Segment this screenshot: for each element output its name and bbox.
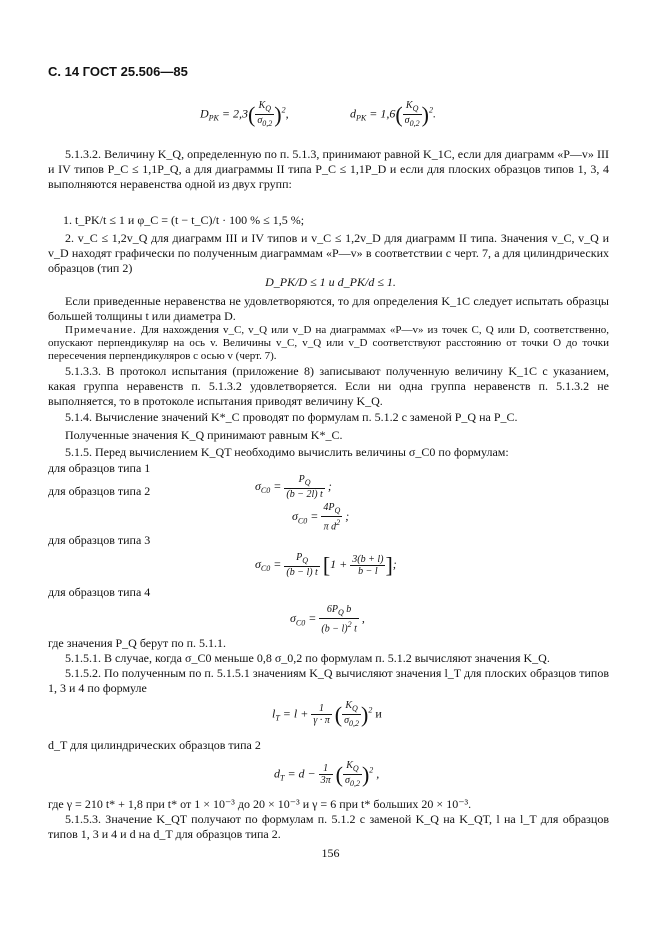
label-type-2: для образцов типа 2 bbox=[48, 484, 151, 498]
para-gamma: где γ = 210 t* + 1,8 при t* от 1 × 10⁻³ до 20 × 10⁻³ и γ = 6 при t* больших 20 × 10⁻³. bbox=[48, 797, 472, 811]
page-number: 156 bbox=[321, 846, 340, 860]
formula-sigma-type-2: $\sigma_{C0}$ = $\frac{4P_Q}{\pi d^2}$ ; bbox=[292, 502, 350, 533]
formula-sigma-1-render: $\sigma_{C0}$ = $\frac{P_Q}{(b - 2l) t}$ ; bbox=[255, 474, 332, 500]
para-5-1-5-3: 5.1.5.3. Значение K_QT получают по формулам п. 5.1.2 с заменой K_Q на K_QT, l на l_T для образцов типов 1, 3 и 4 и d на d_T для образцов типа 2. bbox=[48, 812, 609, 841]
para-5-1-3-3: 5.1.3.3. В протокол испытания (приложение 8) записывают полученную величину K_1C с указанием, какая группа неравенств п. 5.1.3.2 удовлетворяется. Если ни одна группа неравенств п. 5.1.3.2 не выполняется, то в протоколе испытания приводят величину K_Q. bbox=[48, 364, 609, 408]
para-if-not: Если приведенные неравенства не удовлетворяются, то для определения K_1C следует испытать образцы большей толщины t или диаметра D. bbox=[48, 294, 609, 323]
formula-cylindrical: D_PK/D ≤ 1 и d_PK/d ≤ 1. bbox=[265, 275, 396, 289]
note bbox=[48, 324, 609, 363]
label-type-1: для образцов типа 1 bbox=[48, 461, 151, 475]
para-5-1-5-1: 5.1.5.1. В случае, когда σ_C0 меньше 0,8 σ_0,2 по формулам п. 5.1.2 вычисляют значения K_Q. bbox=[65, 651, 550, 665]
formula-sigma-type-4: $\sigma_{C0}$ = $\frac{6P_Q b}{(b - l)^2 t}$ , bbox=[290, 604, 365, 635]
para-5-1-3-2: 5.1.3.2. Величину K_Q, определенную по п. 5.1.3, принимают равной K_1C, если для диаграмм «P—v» III и IV типов P_C ≤ 1,1P_Q, а для диаграммы II типа P_C ≤ 1,1P_D и если для плоских образцов типов 1, 3, 4 выполняются неравенства одной из двух групп: bbox=[48, 147, 609, 191]
para-5-1-5-2: 5.1.5.2. По полученным по п. 5.1.5.1 значениям K_Q вычисляют значения l_T для плоских образцов типов 1, 3 и 4 по формуле bbox=[48, 666, 609, 695]
formula-lT: $l_T = l$ + $\frac{1}{\gamma \cdot \pi}$ ( $\frac{K_Q}{\sigma_{0,2}}$ )$^2$ и bbox=[272, 700, 382, 728]
para-5-1-4-b: Полученные значения K_Q принимают равным K*_C. bbox=[65, 428, 343, 442]
formula-top-right: $d_{PK} = 1,6$( $\frac{K_Q}{\sigma_{0,2}}$ )$^2$. bbox=[350, 100, 436, 128]
formula-sigma-type-3: $\sigma_{C0}$ = $\frac{P_Q}{(b - l) t}$ [1 + $\frac{3(b + l)}{b - l}$ ]; bbox=[255, 552, 397, 578]
condition-1: 1. t_PK/t ≤ 1 и φ_C = (t − t_C)/t · 100 % ≤ 1,5 %; bbox=[63, 213, 305, 227]
note-text: Для нахождения v_C, v_Q или v_D на диаграммах «P—v» из точек C, Q или D, соответственно, опускают перпендикуляр на ось v. Величины v_C, v_Q или v_D соответствуют расстоянию от точки O до точки пересечения перпендикуляров с осью v (черт. 7). bbox=[48, 324, 610, 362]
note-label: Примечание. bbox=[65, 324, 137, 336]
para-where-pq: где значения P_Q берут по п. 5.1.1. bbox=[48, 636, 227, 650]
condition-2: 2. v_C ≤ 1,2v_Q для диаграмм III и IV типов и v_C ≤ 1,2v_D для диаграмм II типа. Значения v_C, v_Q и v_D находят графически по полученным диаграммам «P—v» в соответствии с черт. 7, а для цилиндрических образцов (тип 2) bbox=[48, 231, 609, 275]
formula-top-left: $D_{PK} = 2,3$( $\frac{K_Q}{\sigma_{0,2}}$ )$^2$, bbox=[200, 100, 289, 128]
para-dT-intro: d_T для цилиндрических образцов типа 2 bbox=[48, 738, 261, 752]
para-5-1-5: 5.1.5. Перед вычислением K_QT необходимо вычислить величины σ_C0 по формулам: bbox=[65, 445, 509, 459]
label-type-4: для образцов типа 4 bbox=[48, 585, 151, 599]
para-5-1-4: 5.1.4. Вычисление значений K*_C проводят по формулам п. 5.1.2 с заменой P_Q на P_C. bbox=[65, 410, 518, 424]
page-header: С. 14 ГОСТ 25.506—85 bbox=[48, 64, 188, 79]
label-type-3: для образцов типа 3 bbox=[48, 533, 151, 547]
formula-dT: $d_T = d$ − $\frac{1}{3\pi}$ ( $\frac{K_Q}{\sigma_{0,2}}$ )$^2$ , bbox=[274, 760, 380, 788]
